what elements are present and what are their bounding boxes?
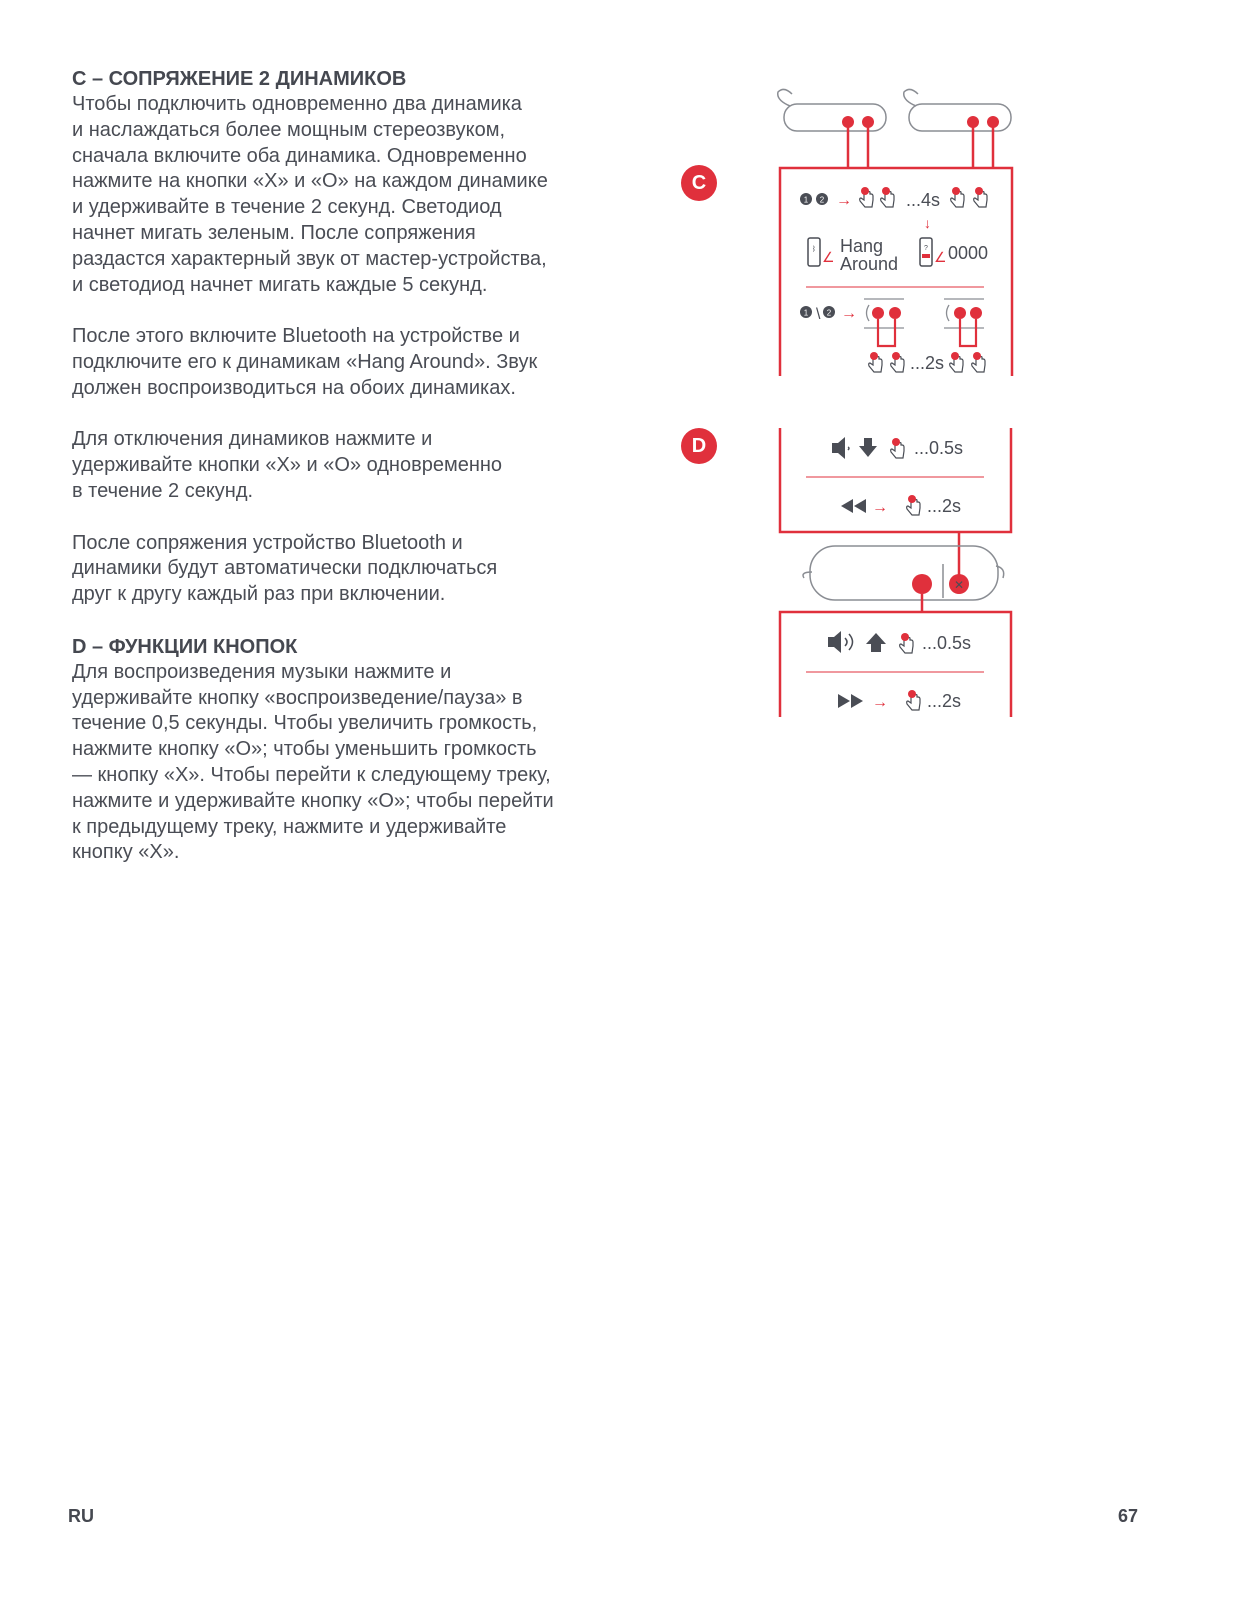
figure-c-diagram [770,85,1020,380]
button-o [970,307,982,319]
signal-icon: ∠ [822,249,835,265]
step-2-label: 2 [826,308,832,318]
page-number: 67 [1118,1506,1139,1526]
figure-d-badge: D [681,428,717,464]
section-c-paragraph-4: После сопряжения устройство Bluetooth и динамики будут автоматически подключаться друг к другу каждый раз при включении. [72,531,498,606]
connector [960,319,976,346]
text-column [72,66,632,866]
arrow-down-icon [859,438,877,457]
vol-down-time: ...0.5s [914,438,964,458]
section-c-paragraph-3: Для отключения динамиков нажмите и удерживайте кнопки «X» и «O» одновременно в течение 2 секунд. [72,428,503,502]
button-x [954,307,966,319]
hand-press-icon [891,438,904,458]
svg-text:ᛒ: ᛒ [811,246,817,253]
figure-d-bottom-frame [780,612,1011,717]
button-o [912,574,932,594]
hold-2s-label: ...2s [910,353,945,373]
phone-bluetooth-icon [808,238,820,266]
step-1-label: 1 [803,195,809,205]
arrow-up-icon [866,633,886,652]
arrow-right-icon: → [872,499,888,516]
hand-press-icon [891,352,904,372]
phone-pin-icon [920,238,932,266]
section-c-paragraph-1: Чтобы подключить одновременно два динамика и наслаждаться более мощным стереозвуком, сначала включите оба динамика. Одновременно нажмите на кнопки «X» и «O» на каждом динамике и удерживайте в течение 2 секунд. Светодиод начнет мигать зеленым. После сопряжения раздастся характерный звук от мастер-устройства, и светодиод начнет мигать каждые 5 секунд. [72,93,548,296]
footer-language: RU [68,1506,94,1526]
button-x [872,307,884,319]
next-track-icon [838,694,863,708]
hand-press-icon [972,352,985,372]
hand-press-icon [907,690,920,710]
vol-up-time: ...0.5s [922,633,972,653]
connector [878,319,895,346]
hand-press-icon [907,495,920,515]
arrow-down-icon: ↓ [924,215,931,231]
next-time: ...2s [927,691,962,711]
volume-up-icon [828,631,853,653]
step-2-label: 2 [819,195,825,205]
hand-press-icon [869,352,882,372]
pin-code-label: 0000 [948,243,989,263]
signal-icon: ∠ [934,249,947,265]
section-c-title: C – СОПРЯЖЕНИЕ 2 ДИНАМИКОВ [72,68,407,90]
hand-press-icon [974,187,987,207]
hold-4s-label: ...4s [906,190,941,210]
svg-text:?: ? [924,245,928,252]
prev-time: ...2s [927,496,962,516]
speaker [803,546,1004,600]
device-name-line-2: Around [840,254,899,274]
hand-press-icon [950,352,963,372]
device-name-line-1: Hang [840,236,884,256]
section-d-title: D – ФУНКЦИИ КНОПОК [72,635,298,658]
x-icon: ✕ [953,578,965,592]
figure-c-badge: C [681,165,717,201]
section-c-paragraph-2: После этого включите Bluetooth на устройстве и подключите его к динамикам «Hang Around». Звук должен воспроизводиться на обоих динамиках. [72,325,538,399]
slash-icon: \ [816,306,821,323]
hand-press-icon [900,633,913,653]
arrow-right-icon: → [836,192,852,209]
hand-press-icon [881,187,894,207]
arrow-right-icon: → [841,305,857,322]
section-d-paragraph: Для воспроизведения музыки нажмите и удерживайте кнопку «воспроизведение/пауза» в течение 0,5 секунды. Чтобы увеличить громкость, нажмите кнопку «O»; чтобы уменьшить громкость — кнопку «X». Чтобы перейти к следующему треку, нажмите и удерживайте кнопку «O»; чтобы перейти к предыдущему треку, нажмите и удерживайте кнопку «X». [72,660,554,864]
previous-track-icon [841,499,866,513]
arrow-right-icon: → [872,694,888,711]
hand-press-icon [860,187,873,207]
step-1-label: 1 [803,308,809,318]
volume-down-icon [832,437,849,459]
button-o [889,307,901,319]
hand-press-icon [951,187,964,207]
figure-d-diagram [770,420,1020,725]
